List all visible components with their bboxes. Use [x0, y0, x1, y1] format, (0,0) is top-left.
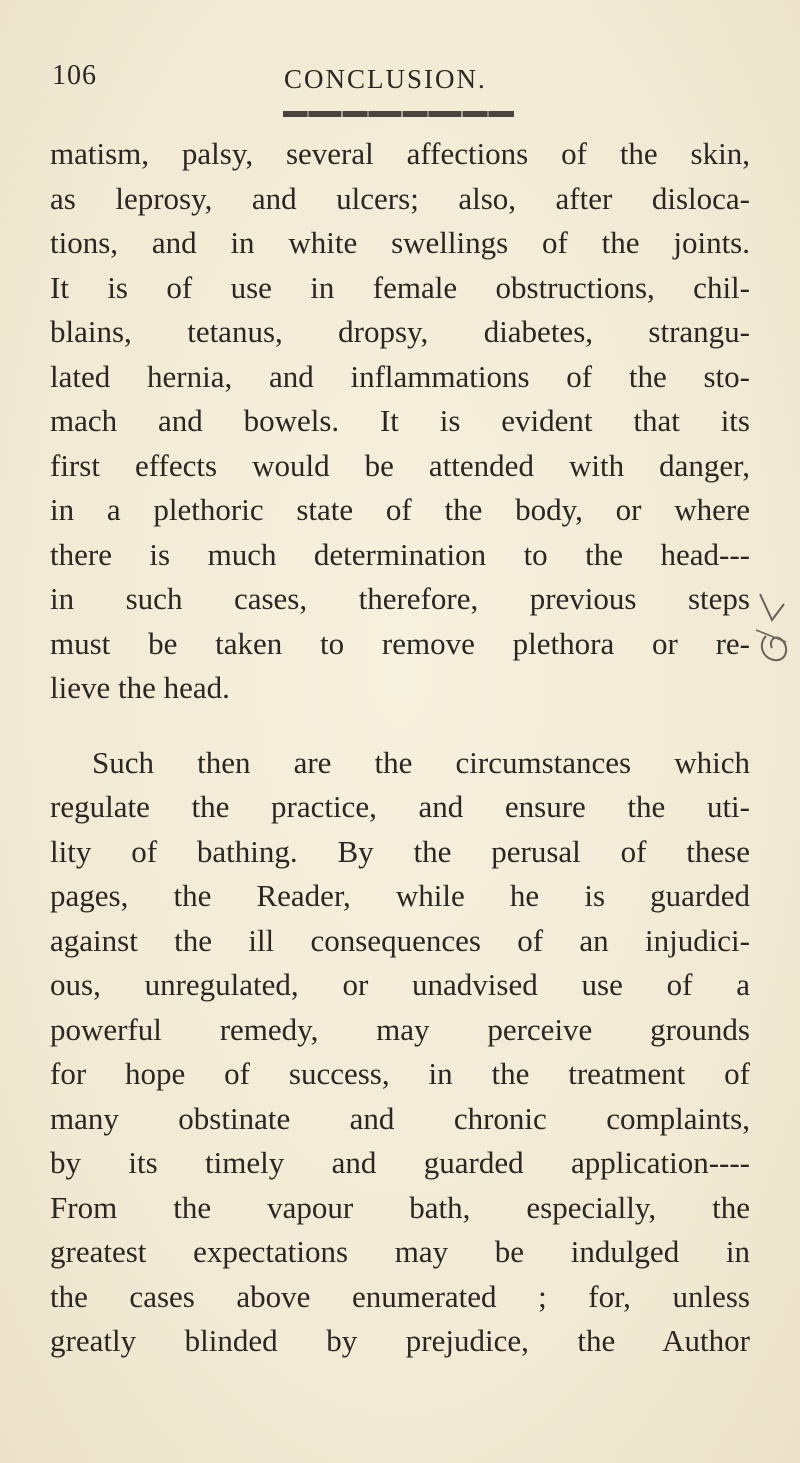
text-line: first effects would be attended with danger, — [50, 447, 750, 483]
text-line: for hope of success, in the treatment of — [50, 1056, 750, 1091]
body-text — [50, 132, 750, 1364]
text-line: lieve the head. — [50, 670, 230, 705]
text-line: greatly blinded by prejudice, the Author — [50, 1323, 750, 1358]
text-line: regulate the practice, and ensure the uti- — [50, 789, 750, 824]
text-line: against the ill consequences of an injudici- — [50, 922, 750, 958]
text-line: as leprosy, and ulcers; also, after disloca- — [50, 180, 750, 216]
header-rule — [283, 111, 514, 117]
text-line: lated hernia, and inflammations of the sto- — [50, 358, 750, 394]
text-line: Such then are the circumstances which — [92, 744, 750, 780]
text-line: must be taken to remove plethora or re- — [50, 625, 750, 661]
paragraph-1 — [50, 132, 750, 711]
page-number: 106 — [52, 60, 97, 91]
text-line: powerful remedy, may perceive grounds — [50, 1011, 750, 1047]
text-line: matism, palsy, several affections of the skin, — [50, 136, 750, 171]
text-line: the cases above enumerated ; for, unless — [50, 1278, 750, 1314]
paragraph-gap — [50, 711, 750, 741]
text-line: in a plethoric state of the body, or where — [50, 492, 750, 527]
text-line: in such cases, therefore, previous steps — [50, 581, 750, 616]
marginal-annotation-icon — [752, 590, 794, 674]
paragraph-2 — [50, 741, 750, 1364]
text-line: It is of use in female obstructions, chil- — [50, 269, 750, 305]
running-head: CONCLUSION. — [284, 64, 487, 94]
text-line: there is much determination to the head--- — [50, 536, 750, 572]
text-line: by its timely and guarded application---- — [50, 1145, 750, 1180]
text-line: pages, the Reader, while he is guarded — [50, 878, 750, 913]
text-line: tions, and in white swellings of the joints. — [50, 225, 750, 260]
text-line: lity of bathing. By the perusal of these — [50, 833, 750, 869]
text-line: blains, tetanus, dropsy, diabetes, strangu- — [50, 314, 750, 349]
text-line: ous, unregulated, or unadvised use of a — [50, 967, 750, 1002]
text-line: greatest expectations may be indulged in — [50, 1234, 750, 1269]
text-line: many obstinate and chronic complaints, — [50, 1100, 750, 1136]
text-line: mach and bowels. It is evident that its — [50, 403, 750, 438]
text-line: From the vapour bath, especially, the — [50, 1189, 750, 1225]
